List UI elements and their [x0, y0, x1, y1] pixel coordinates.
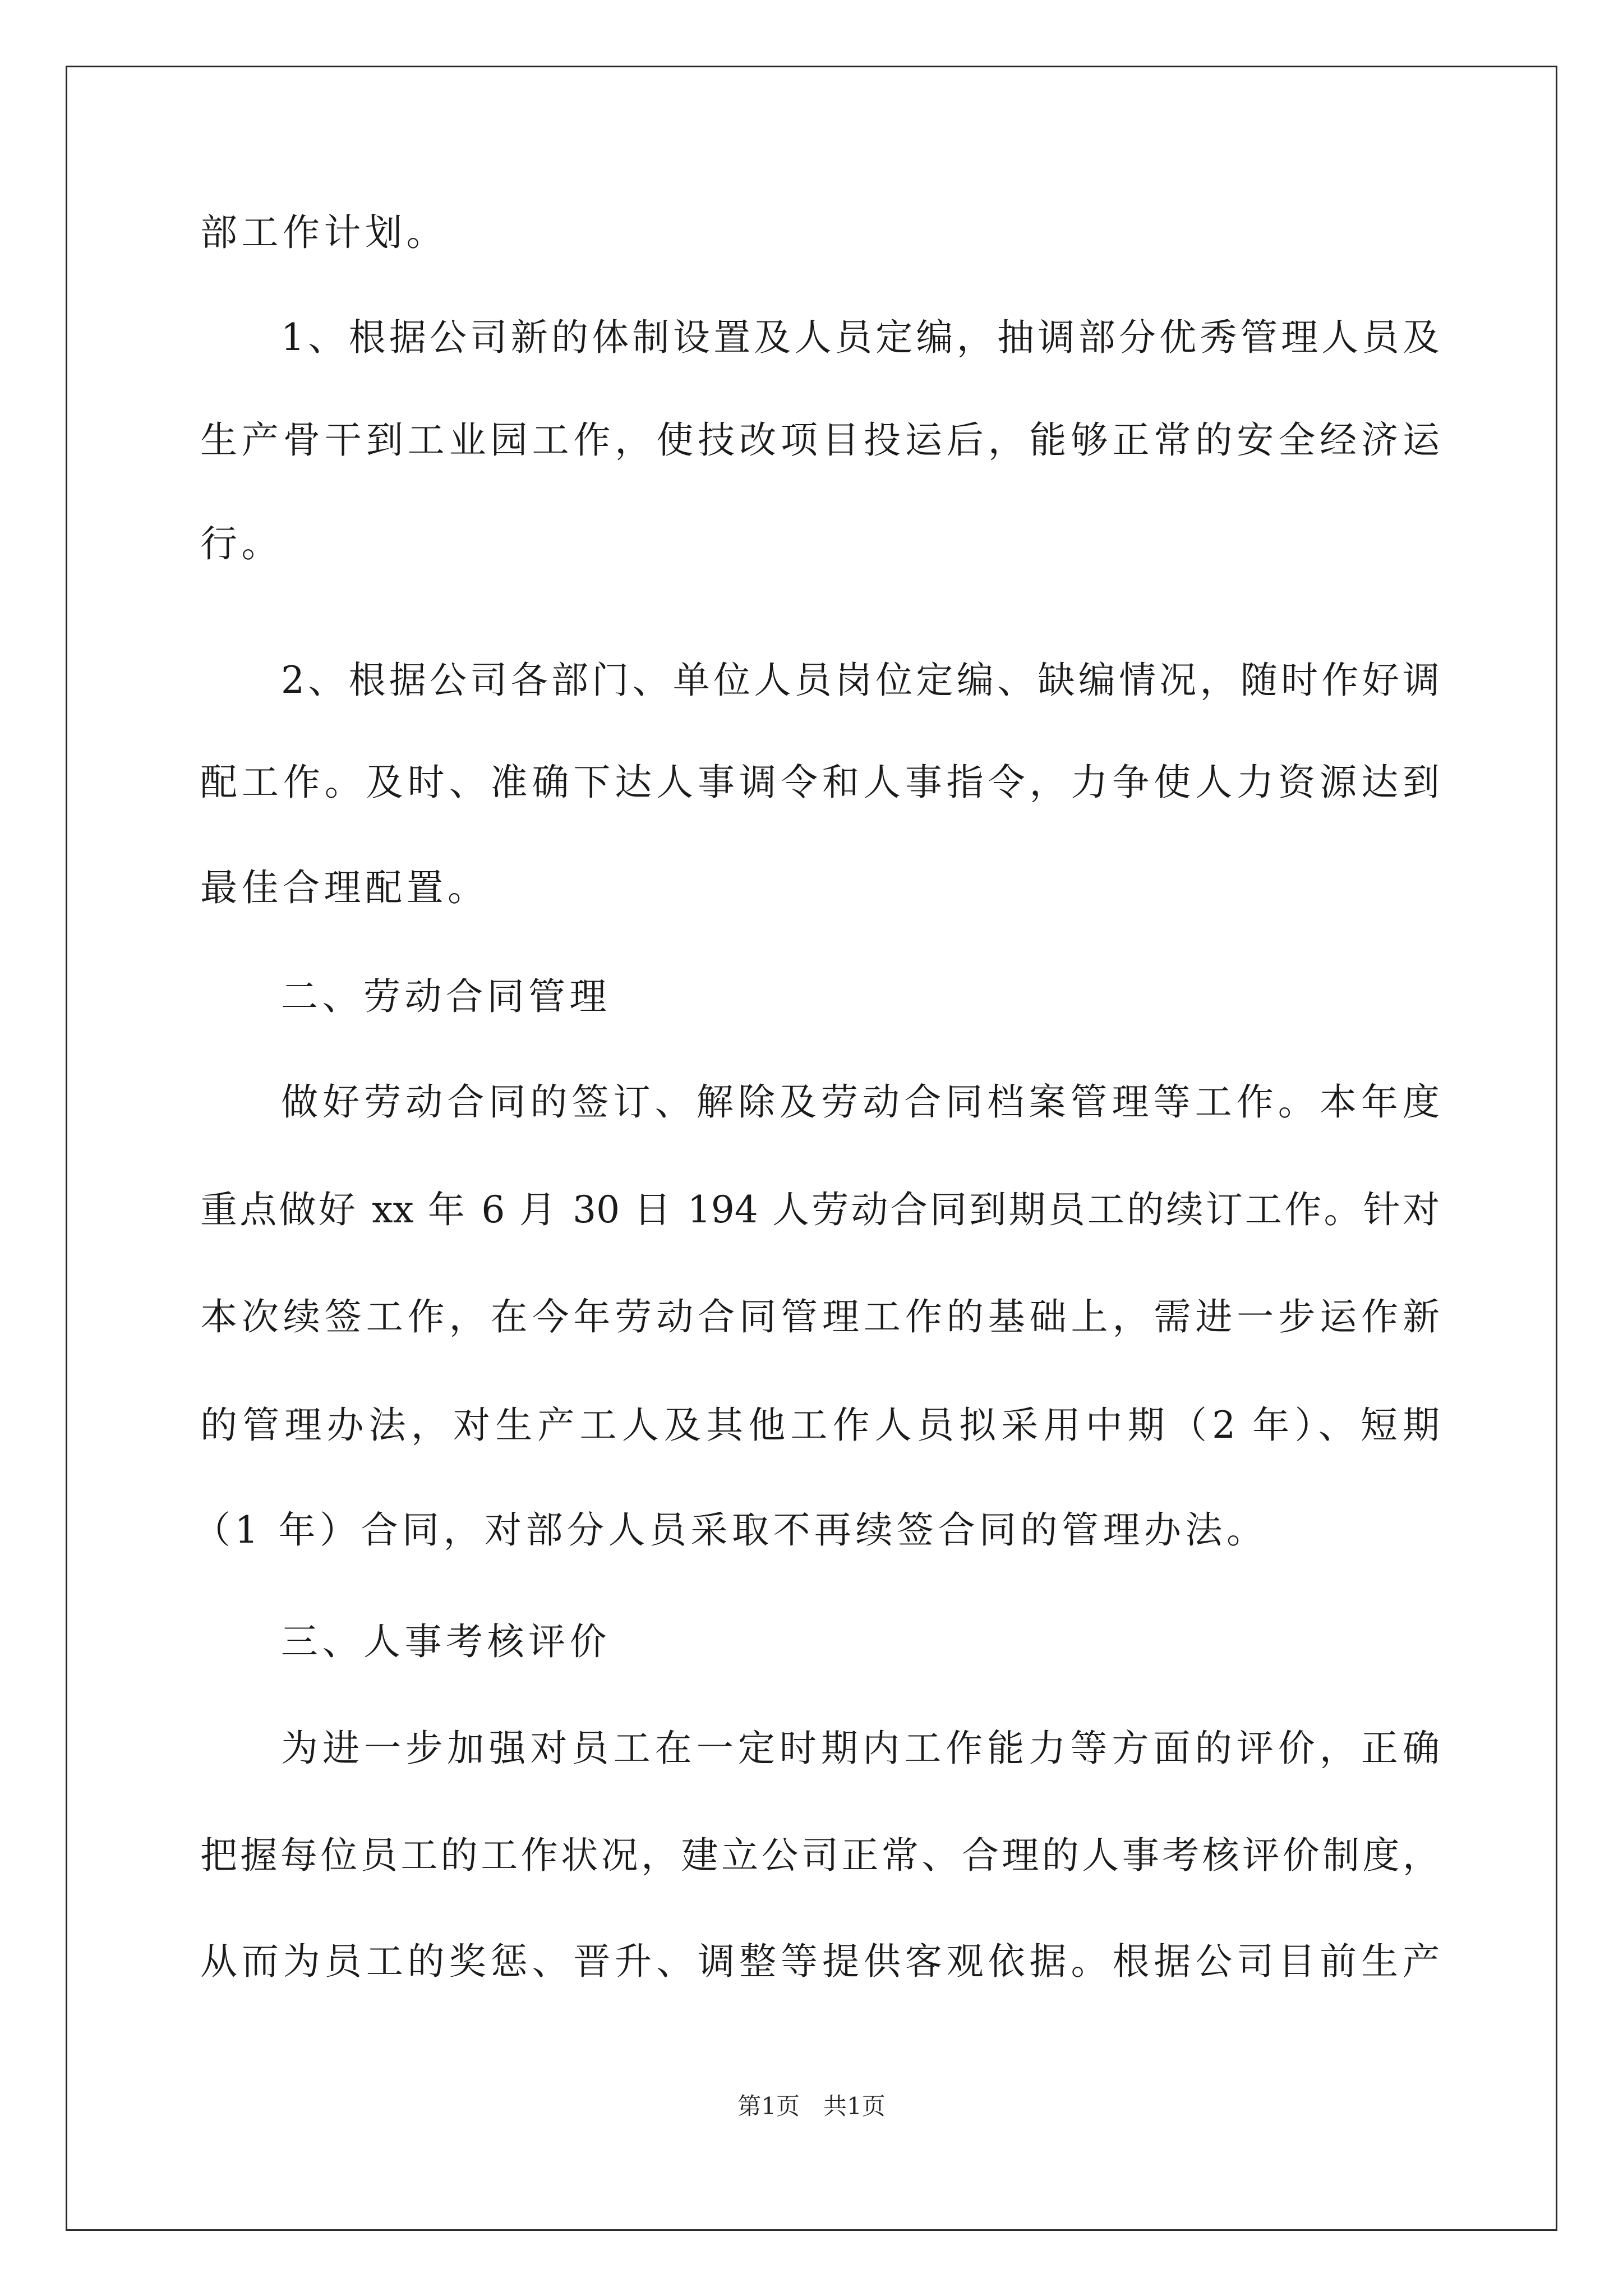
paragraph-continuation-line: 部工作计划。 — [200, 211, 448, 254]
paragraph-1-line-1: 1、根据公司新的体制设置及人员定编，抽调部分优秀管理人员及 — [281, 316, 1440, 359]
paragraph-2-line-2: 配工作。及时、准确下达人事调令和人事指令，力争使人力资源达到 — [200, 761, 1440, 804]
paragraph-3-line-5: （1 年）合同，对部分人员采取不再续签合同的管理办法。 — [193, 1508, 1268, 1552]
section-heading-labor-contract: 二、劳动合同管理 — [281, 975, 611, 1018]
page-number-footer: 第1页 共1页 — [737, 2092, 886, 2120]
paragraph-1-line-3: 行。 — [200, 522, 283, 565]
paragraph-3-line-1: 做好劳动合同的签订、解除及劳动合同档案管理等工作。本年度 — [281, 1080, 1440, 1124]
paragraph-2-line-1: 2、根据公司各部门、单位人员岗位定编、缺编情况，随时作好调 — [281, 659, 1440, 702]
paragraph-2-line-3: 最佳合理配置。 — [200, 866, 489, 909]
paragraph-1-line-2: 生产骨干到工业园工作，使技改项目投运后，能够正常的安全经济运 — [200, 418, 1440, 462]
paragraph-4-line-3: 从而为员工的奖惩、晋升、调整等提供客观依据。根据公司目前生产 — [200, 1940, 1440, 1983]
paragraph-3-line-4: 的管理办法，对生产工人及其他工作人员拟采用中期（2 年）、短期 — [200, 1404, 1440, 1447]
page-border — [66, 66, 1557, 2231]
paragraph-4-line-2: 把握每位员工的工作状况，建立公司正常、合理的人事考核评价制度， — [200, 1834, 1440, 1877]
paragraph-3-line-2: 重点做好 xx 年 6 月 30 日 194 人劳动合同到期员工的续订工作。针对 — [200, 1188, 1440, 1231]
section-heading-personnel-assessment: 三、人事考核评价 — [281, 1620, 611, 1663]
paragraph-4-line-1: 为进一步加强对员工在一定时期内工作能力等方面的评价，正确 — [281, 1727, 1440, 1770]
paragraph-3-line-3: 本次续签工作，在今年劳动合同管理工作的基础上，需进一步运作新 — [200, 1295, 1440, 1338]
